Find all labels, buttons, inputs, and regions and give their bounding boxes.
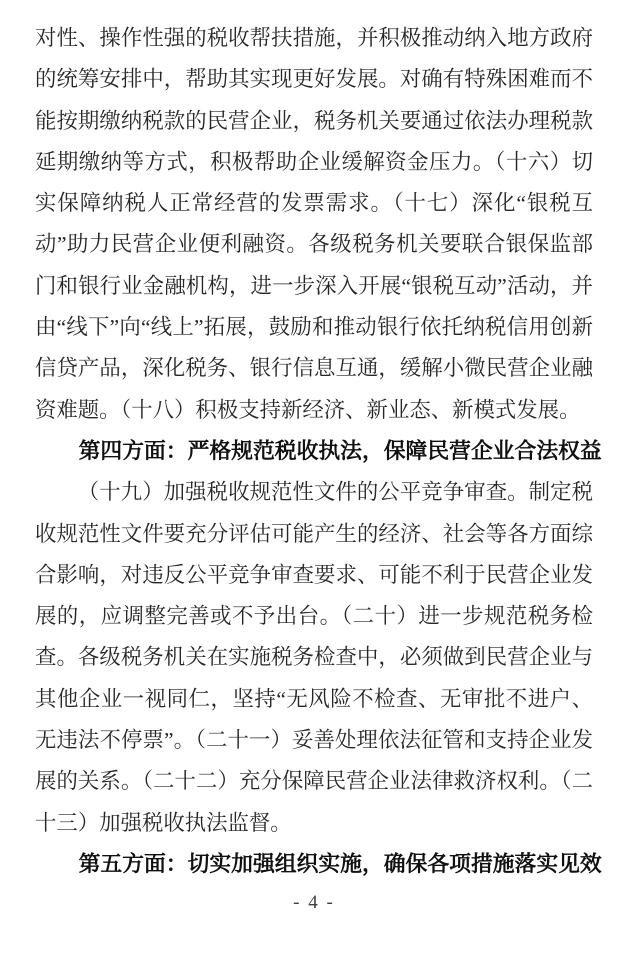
paragraph-tax-support-continuation: 对性、操作性强的税收帮扶措施，并积极推动纳入地方政府的统筹安排中，帮助其实现更好发展。对确有特殊困难而不能按期缴纳税款的民营企业，税务机关要通过依法办理税款延期缴纳等方式，积极帮助企业缓解资金压力。（十六）切实保障纳税人正常经营的发票需求。（十七）深化“银税互动”助力民营企业便利融资。各级税务机关要联合银保监部门和银行业金融机构，进一步深入开展“银税互动”活动，并由“线下”向“线上”拓展，鼓励和推动银行依托纳税信用创新信贷产品，深化税务、银行信息互通，缓解小微民营企业融资难题。（十八）积极支持新经济、新业态、新模式发展。 [35, 26, 593, 422]
paragraph-law-enforcement-measures: （十九）加强税收规范性文件的公平竞争审查。制定税收规范性文件要充分评估可能产生的经济、社会等各方面综合影响，对违反公平竞争审查要求、可能不利于民营企业发展的，应调整完善或不予出台。（二十）进一步规范税务检查。各级税务机关在实施税务检查中，必须做到民营企业与其他企业一视同仁，坚持“无风险不检查、无审批不进户、无违法不停票”。（二十一）妥善处理依法征管和支持企业发展的关系。（二十二）充分保障民营企业法律救济权利。（二十三）加强税收执法监督。 [35, 480, 593, 835]
page-number: - 4 - [293, 892, 335, 914]
section-heading-part-four: 第四方面：严格规范税收执法，保障民营企业合法权益 [78, 438, 602, 463]
section-heading-part-five: 第五方面：切实加强组织实施，确保各项措施落实见效 [78, 851, 602, 876]
